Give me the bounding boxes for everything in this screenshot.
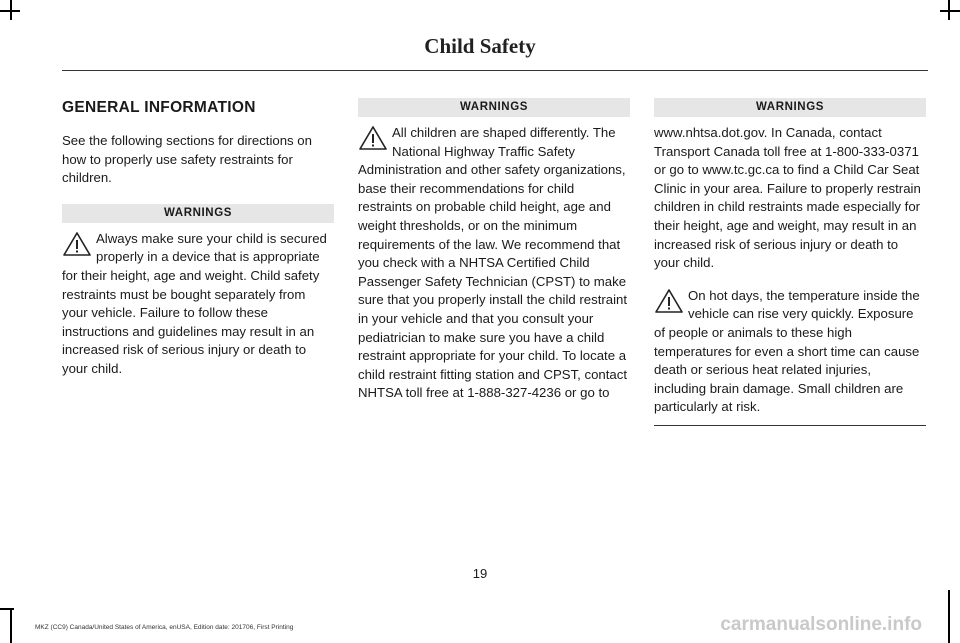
crop-mark bbox=[948, 590, 950, 643]
edition-footer: MKZ (CC9) Canada/United States of America, enUSA, Edition date: 201706, First Printing bbox=[35, 624, 294, 631]
warnings-band: WARNINGS bbox=[62, 204, 334, 223]
crop-mark bbox=[0, 10, 20, 12]
crop-mark bbox=[940, 10, 960, 12]
page-number: 19 bbox=[472, 566, 488, 581]
warning-text: On hot days, the temperature inside the vehicle can rise very quickly. Exposure of people or animals to these high temperatures for even a short time can cause death or serious heat related injuries, including brain damage. Small children are particularly at risk. bbox=[654, 287, 920, 415]
warning-triangle-icon bbox=[654, 288, 684, 314]
warning-triangle-icon bbox=[62, 231, 92, 257]
watermark: carmanualsonline.info bbox=[720, 614, 922, 635]
section-heading: GENERAL INFORMATION bbox=[62, 99, 256, 116]
warnings-band: WARNINGS bbox=[358, 98, 630, 117]
warning-paragraph bbox=[358, 124, 630, 403]
right-column bbox=[654, 98, 926, 426]
page-title: Child Safety bbox=[424, 34, 536, 58]
crop-mark bbox=[10, 608, 12, 643]
warning-continued-text: www.nhtsa.dot.gov. In Canada, contact Transport Canada toll free at 1-800-333-0371 or go to www.tc.gc.ca to find a Child Car Seat Clinic in your area. Failure to properly restrain children in child restraints made especially for their height, age and weight, may result in an increased risk of serious injury or death to your child. bbox=[654, 125, 921, 271]
warning-text: All children are shaped differently. The National Highway Traffic Safety Administration and other safety organizations, base their recommendations for child restraints on probable child height, age and weight thresholds, or on the minimum requirements of the law. We recommend that you check with a NHTSA Certified Child Passenger Safety Technician (CPST) to make sure that you properly install the child restraint in your vehicle and that you consult your pediatrician to make sure you have a child restraint appropriate for your child. To locate a child restraint fitting station and CPST, contact NHTSA toll free at 1-888-327-4236 or go to bbox=[358, 125, 628, 401]
header-divider bbox=[62, 70, 928, 71]
middle-column bbox=[358, 98, 630, 403]
crop-mark bbox=[0, 608, 14, 610]
warnings-end-divider bbox=[654, 425, 926, 426]
warning-text: Always make sure your child is secured properly in a device that is appropriate for their height, age and weight. Child safety restraints must be bought separately from your vehicle. Failure to follow these instructions and guidelines may result in an increased risk of serious injury or death to your child. bbox=[62, 230, 327, 376]
intro-paragraph: See the following sections for directions on how to properly use safety restraints for children. bbox=[62, 133, 312, 186]
left-column bbox=[62, 98, 334, 379]
warning-paragraph bbox=[62, 230, 334, 379]
warning-triangle-icon bbox=[358, 125, 388, 151]
warning-paragraph bbox=[654, 287, 926, 417]
warnings-band: WARNINGS bbox=[654, 98, 926, 117]
